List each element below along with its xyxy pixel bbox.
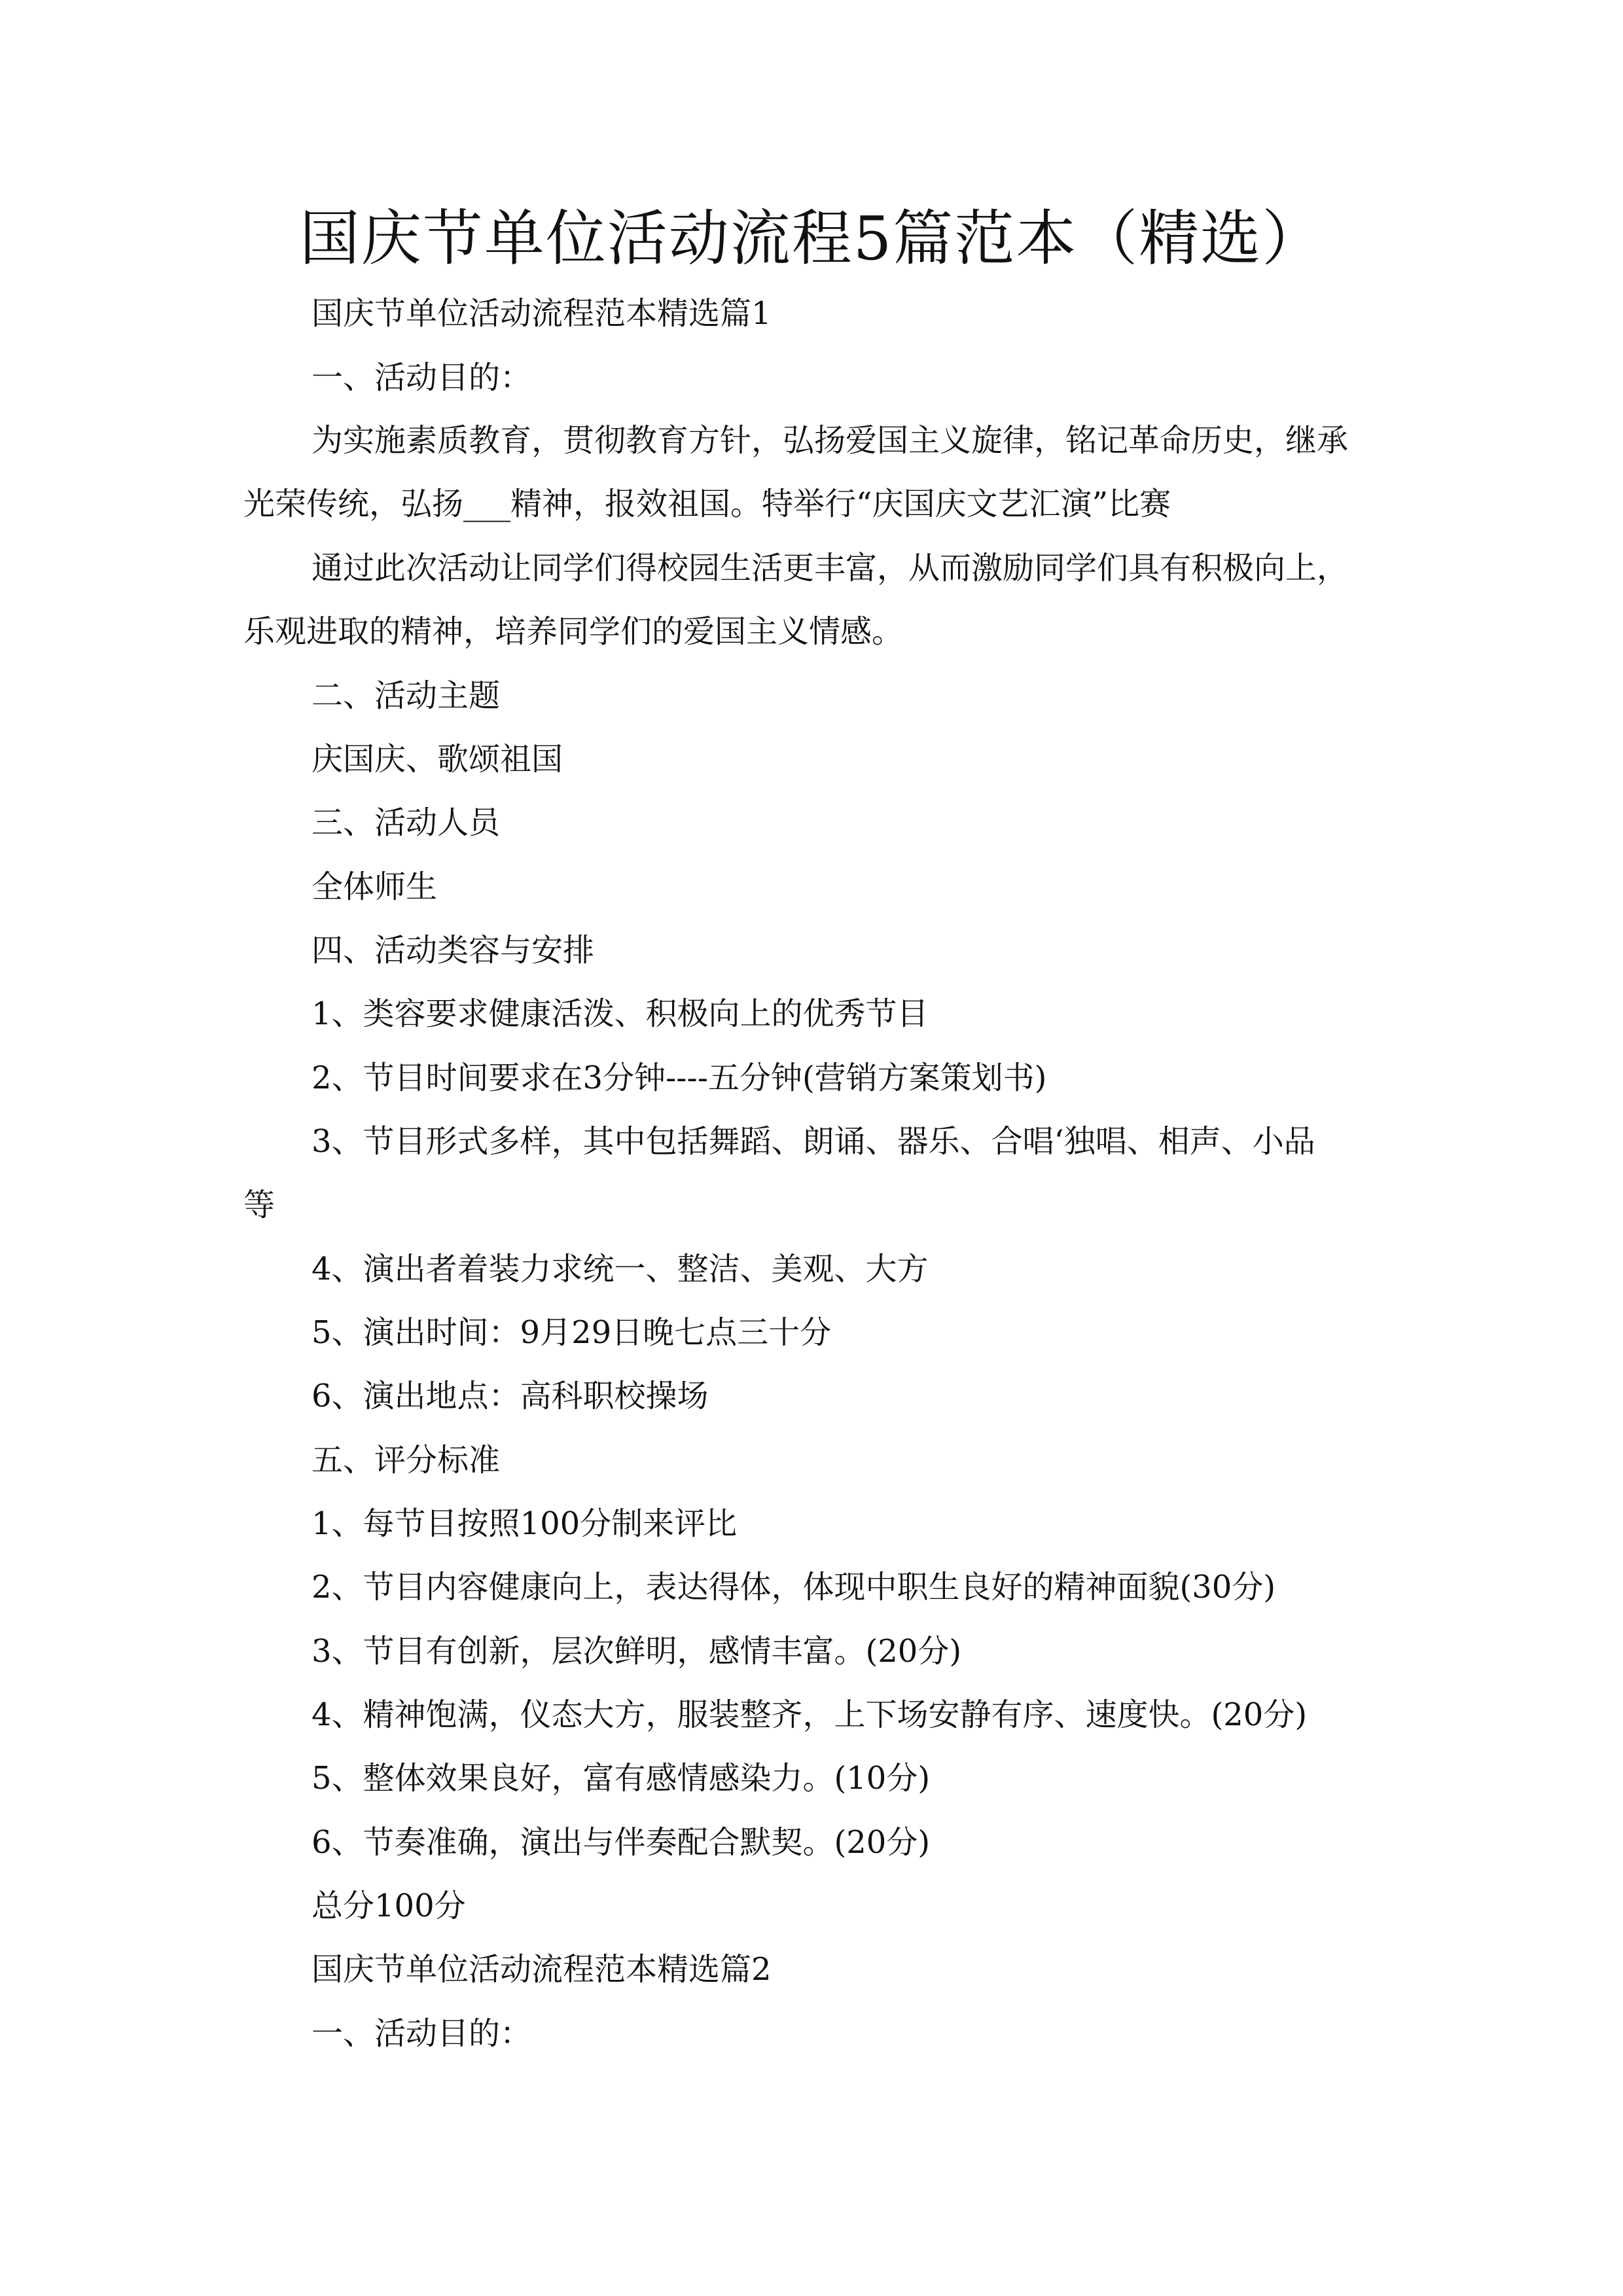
paragraph-line: 5、整体效果良好，富有感情感染力。(10分) xyxy=(312,1760,931,1797)
paragraph-line: 庆国庆、歌颂祖国 xyxy=(312,741,563,778)
paragraph-line: 5、演出时间：9月29日晚七点三十分 xyxy=(312,1314,832,1351)
paragraph-line: 4、精神饱满，仪态大方，服装整齐，上下场安静有序、速度快。(20分) xyxy=(312,1696,1308,1733)
paragraph-line: 光荣传统，弘扬___精神，报效祖国。特举行“庆国庆文艺汇演”比赛 xyxy=(243,486,1171,522)
paragraph-line: 1、类容要求健康活泼、积极向上的优秀节目 xyxy=(312,996,929,1032)
paragraph-line: 1、每节目按照100分制来评比 xyxy=(312,1505,738,1542)
paragraph-line: 6、节奏准确，演出与伴奏配合默契。(20分) xyxy=(312,1824,931,1861)
paragraph-line: 通过此次活动让同学们得校园生活更丰富，从而激励同学们具有积极向上， xyxy=(312,550,1349,586)
paragraph-line: 3、节目形式多样，其中包括舞蹈、朗诵、器乐、合唱‘独唱、相声、小品 xyxy=(312,1123,1315,1160)
paragraph-line: 一、活动目的： xyxy=(312,359,532,396)
document-title: 国庆节单位活动流程5篇范本（精选） xyxy=(299,204,1324,274)
paragraph-line: 五、评分标准 xyxy=(312,1442,501,1479)
paragraph-line: 6、演出地点：高科职校操场 xyxy=(312,1378,709,1414)
paragraph-line: 三、活动人员 xyxy=(312,804,501,841)
paragraph-line: 为实施素质教育，贯彻教育方针，弘扬爱国主义旋律，铭记革命历史，继承 xyxy=(312,422,1349,459)
paragraph-line: 等 xyxy=(243,1187,276,1223)
paragraph-line: 2、节目时间要求在3分钟----五分钟(营销方案策划书) xyxy=(312,1060,1047,1096)
paragraph-line: 乐观进取的精神，培养同学们的爱国主义情感。 xyxy=(243,613,904,650)
paragraph-line: 二、活动主题 xyxy=(312,677,501,714)
paragraph-line: 4、演出者着装力求统一、整洁、美观、大方 xyxy=(312,1251,929,1287)
paragraph-line: 3、节目有创新，层次鲜明，感情丰富。(20分) xyxy=(312,1633,962,1670)
paragraph-line: 总分100分 xyxy=(312,1888,466,1924)
paragraph-line: 全体师生 xyxy=(312,869,438,905)
section-heading-2: 国庆节单位活动流程范本精选篇2 xyxy=(312,1951,772,1988)
section-heading-1: 国庆节单位活动流程范本精选篇1 xyxy=(312,295,772,332)
paragraph-line: 四、活动类容与安排 xyxy=(312,932,595,969)
paragraph-line: 一、活动目的： xyxy=(312,2015,532,2052)
paragraph-line: 2、节目内容健康向上，表达得体，体现中职生良好的精神面貌(30分) xyxy=(312,1569,1276,1605)
